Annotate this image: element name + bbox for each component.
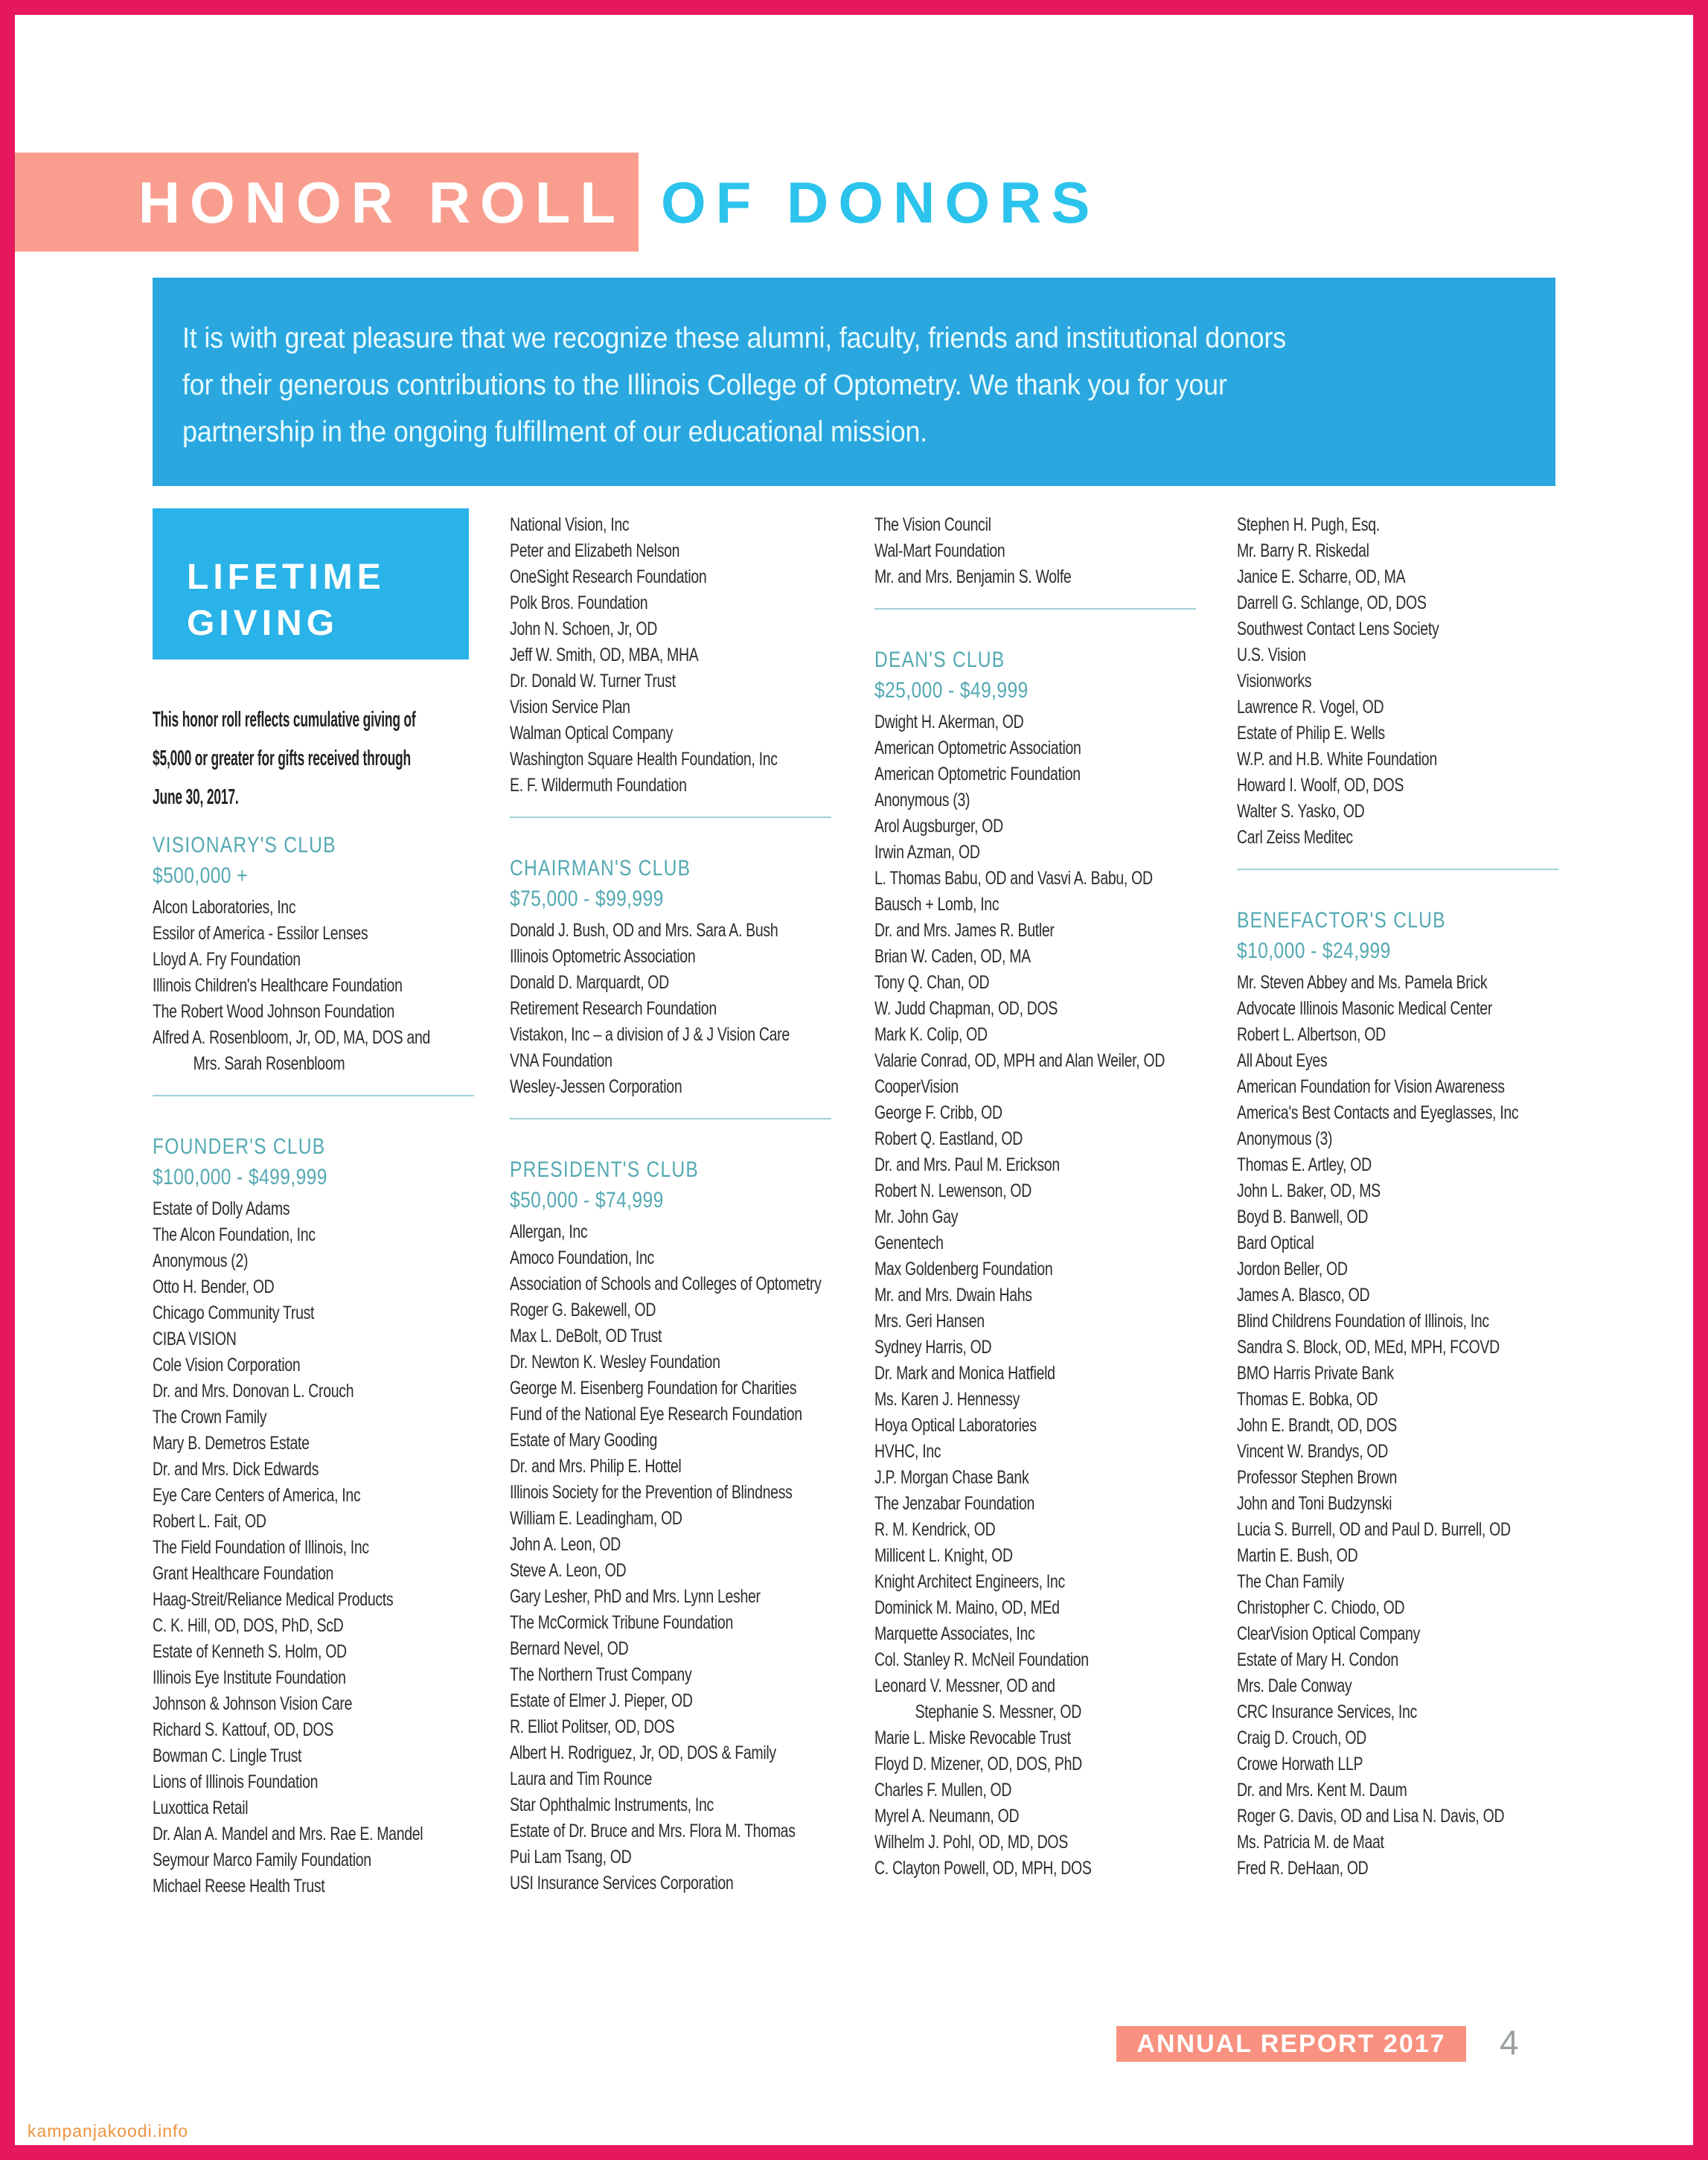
donor-name: C. Clayton Powell, OD, MPH, DOS (874, 1858, 1092, 1879)
intro-text-line: for their generous contributions to the Illinois College of Optometry. We thank you for your (182, 369, 1227, 401)
donor-name: American Optometric Foundation (874, 764, 1081, 785)
section-title: PRESIDENT'S CLUB (510, 1157, 700, 1182)
donor-name: Dominick M. Maino, OD, MEd (874, 1597, 1060, 1618)
donor-name: The Alcon Foundation, Inc (153, 1224, 316, 1245)
donor-name: Genentech (874, 1233, 944, 1253)
donor-name: Thomas E. Bobka, OD (1237, 1389, 1378, 1410)
section-giving-range: $25,000 - $49,999 (874, 678, 1029, 703)
page-title-secondary: OF DONORS (661, 169, 1100, 235)
donor-name: L. Thomas Babu, OD and Vasvi A. Babu, OD (874, 868, 1153, 889)
donor-name: Essilor of America - Essilor Lenses (153, 923, 368, 944)
section-title: CHAIRMAN'S CLUB (510, 856, 691, 881)
donor-name: HVHC, Inc (874, 1441, 941, 1462)
intro-text-line: It is with great pleasure that we recognize these alumni, faculty, friends and institutional donors (182, 322, 1286, 354)
donor-name: Laura and Tim Rounce (510, 1768, 653, 1789)
donor-name: Walter S. Yasko, OD (1237, 801, 1365, 822)
donor-name: Mr. and Mrs. Dwain Hahs (874, 1285, 1032, 1306)
section-divider (510, 1118, 831, 1119)
donor-name: Mrs. Dale Conway (1237, 1675, 1352, 1696)
donor-name: Association of Schools and Colleges of Optometry (510, 1274, 822, 1294)
donor-name: Washington Square Health Foundation, Inc (510, 749, 778, 770)
donor-name: Haag-Streit/Reliance Medical Products (153, 1589, 394, 1610)
section-giving-range: $75,000 - $99,999 (510, 886, 664, 911)
page-header (15, 153, 1099, 252)
title-highlight-block (15, 153, 639, 252)
page-number: 4 (1500, 2023, 1519, 2062)
donor-name: Illinois Optometric Association (510, 946, 696, 967)
donor-name: Marie L. Miske Revocable Trust (874, 1728, 1071, 1748)
donor-name: Retirement Research Foundation (510, 998, 717, 1019)
donor-name: Marquette Associates, Inc (874, 1623, 1035, 1644)
section-title: FOUNDER'S CLUB (153, 1134, 326, 1159)
donor-name: Mary B. Demetros Estate (153, 1433, 310, 1454)
donor-name: Professor Stephen Brown (1237, 1467, 1398, 1488)
donor-name: Johnson & Johnson Vision Care (153, 1693, 353, 1714)
giving-note-line: This honor roll reflects cumulative giving of (153, 708, 416, 732)
donor-name: Illinois Eye Institute Foundation (153, 1667, 346, 1688)
donor-name: CRC Insurance Services, Inc (1237, 1702, 1417, 1722)
donor-name: Peter and Elizabeth Nelson (510, 540, 680, 561)
donor-name: America's Best Contacts and Eyeglasses, Inc (1237, 1102, 1519, 1123)
donor-name: U.S. Vision (1237, 645, 1306, 665)
donor-name: Advocate Illinois Masonic Medical Center (1237, 998, 1493, 1019)
donor-name: Chicago Community Trust (153, 1303, 315, 1323)
donor-name: BMO Harris Private Bank (1237, 1363, 1394, 1384)
donor-name: John E. Brandt, OD, DOS (1237, 1415, 1397, 1436)
donor-name: Crowe Horwath LLP (1237, 1754, 1363, 1774)
donor-name: Knight Architect Engineers, Inc (874, 1571, 1065, 1592)
donor-name: Albert H. Rodriguez, Jr, OD, DOS & Family (510, 1742, 776, 1763)
donor-name: Robert L. Albertson, OD (1237, 1024, 1386, 1045)
footer-bar (1116, 2026, 1466, 2062)
donor-name: Craig D. Crouch, OD (1237, 1728, 1366, 1748)
donor-name: CIBA VISION (153, 1329, 237, 1349)
donor-name: American Foundation for Vision Awareness (1237, 1076, 1505, 1097)
donor-name: Mr. Steven Abbey and Ms. Pamela Brick (1237, 972, 1488, 993)
donor-name: Janice E. Scharre, OD, MA (1237, 566, 1406, 587)
donor-name: The Northern Trust Company (510, 1664, 692, 1685)
donor-name: Seymour Marco Family Foundation (153, 1850, 371, 1870)
donor-name: All About Eyes (1237, 1050, 1328, 1071)
donor-name: Mrs. Geri Hansen (874, 1311, 985, 1332)
donor-name: Richard S. Kattouf, OD, DOS (153, 1719, 334, 1740)
donor-name: W.P. and H.B. White Foundation (1237, 749, 1437, 770)
section-title: VISIONARY'S CLUB (153, 833, 336, 857)
donor-name: Vistakon, Inc – a division of J & J Vision Care (510, 1024, 790, 1045)
donor-column-3 (874, 512, 1218, 1882)
donor-name: John A. Leon, OD (510, 1534, 621, 1555)
giving-note-line: June 30, 2017. (153, 785, 239, 809)
donor-name: Mr. and Mrs. Benjamin S. Wolfe (874, 566, 1072, 587)
section-divider (1237, 869, 1558, 870)
donor-name: George F. Cribb, OD (874, 1102, 1002, 1123)
donor-name: Polk Bros. Foundation (510, 592, 648, 613)
donor-name: Michael Reese Health Trust (153, 1876, 325, 1897)
donor-name: The Robert Wood Johnson Foundation (153, 1001, 395, 1022)
donor-name: Anonymous (3) (874, 790, 970, 811)
donor-name: Howard I. Woolf, OD, DOS (1237, 775, 1404, 796)
donor-name: Estate of Dr. Bruce and Mrs. Flora M. Thomas (510, 1821, 796, 1841)
donor-column-2 (510, 512, 854, 1897)
donor-name: Star Ophthalmic Instruments, Inc (510, 1795, 714, 1815)
donor-name: Leonard V. Messner, OD and (874, 1675, 1055, 1696)
section-giving-range: $50,000 - $74,999 (510, 1188, 664, 1212)
section-title: BENEFACTOR'S CLUB (1237, 908, 1446, 933)
lifetime-giving-box (153, 508, 469, 659)
donor-name: Boyd B. Banwell, OD (1237, 1207, 1369, 1227)
donor-name: Robert Q. Eastland, OD (874, 1128, 1023, 1149)
donor-name: The Chan Family (1237, 1571, 1344, 1592)
donor-name: Estate of Mary Gooding (510, 1430, 657, 1451)
donor-name: Dwight H. Akerman, OD (874, 712, 1024, 732)
donor-name: Walman Optical Company (510, 723, 673, 744)
donor-name: American Optometric Association (874, 738, 1081, 758)
donor-name: Brian W. Caden, OD, MA (874, 946, 1031, 967)
donor-name: Anonymous (2) (153, 1250, 249, 1271)
donor-name: Roger G. Davis, OD and Lisa N. Davis, OD (1237, 1806, 1505, 1827)
donor-name: Sydney Harris, OD (874, 1337, 992, 1358)
donor-name: Irwin Azman, OD (874, 842, 980, 863)
donor-name: Lions of Illinois Foundation (153, 1771, 319, 1792)
donor-name: Dr. Newton K. Wesley Foundation (510, 1352, 720, 1373)
donor-name: Donald D. Marquardt, OD (510, 972, 669, 993)
donor-name: Millicent L. Knight, OD (874, 1545, 1013, 1566)
donor-name: Col. Stanley R. McNeil Foundation (874, 1649, 1089, 1670)
donor-name: Robert N. Lewenson, OD (874, 1180, 1031, 1201)
donor-name: Fund of the National Eye Research Foundation (510, 1404, 802, 1425)
donor-name: William E. Leadingham, OD (510, 1508, 682, 1529)
donor-name: Illinois Children's Healthcare Foundation (153, 975, 403, 996)
donor-name: Fred R. DeHaan, OD (1237, 1858, 1369, 1879)
section-divider (510, 817, 831, 818)
donor-name: Alcon Laboratories, Inc (153, 897, 296, 918)
donor-name: James A. Blasco, OD (1237, 1285, 1370, 1306)
donor-name: Steve A. Leon, OD (510, 1560, 627, 1581)
donor-name: Christopher C. Chiodo, OD (1237, 1597, 1405, 1618)
donor-column-4 (1237, 512, 1581, 1882)
donor-name: R. M. Kendrick, OD (874, 1519, 996, 1540)
donor-name: National Vision, Inc (510, 514, 630, 535)
donor-name: Floyd D. Mizener, OD, DOS, PhD (874, 1754, 1082, 1774)
donor-name: Dr. and Mrs. Paul M. Erickson (874, 1154, 1060, 1175)
donor-name: J.P. Morgan Chase Bank (874, 1467, 1029, 1488)
page-title-primary: HONOR ROLL (138, 169, 625, 235)
donor-name: Donald J. Bush, OD and Mrs. Sara A. Bush (510, 920, 778, 941)
donor-name: Jordon Beller, OD (1237, 1259, 1348, 1279)
watermark-text: kampanjakoodi.info (28, 2121, 189, 2141)
footer-label: ANNUAL REPORT 2017 (1136, 2029, 1446, 2058)
donor-name: USI Insurance Services Corporation (510, 1873, 734, 1894)
donor-name: Wal-Mart Foundation (874, 540, 1005, 561)
donor-name: Estate of Mary H. Condon (1237, 1649, 1398, 1670)
donor-name: Dr. Mark and Monica Hatfield (874, 1363, 1055, 1384)
donor-name: The Crown Family (153, 1407, 267, 1428)
donor-name: Max L. DeBolt, OD Trust (510, 1326, 662, 1346)
donor-name: Mrs. Sarah Rosenbloom (193, 1053, 345, 1074)
donor-name: Carl Zeiss Meditec (1237, 827, 1353, 848)
donor-name: John and Toni Budzynski (1237, 1493, 1392, 1514)
donor-name: Lucia S. Burrell, OD and Paul D. Burrell, OD (1237, 1519, 1511, 1540)
donor-name: Hoya Optical Laboratories (874, 1415, 1037, 1436)
donor-name: Visionworks (1237, 671, 1312, 691)
donor-name: Estate of Elmer J. Pieper, OD (510, 1690, 693, 1711)
donor-name: Jeff W. Smith, OD, MBA, MHA (510, 645, 699, 665)
donor-name: Mark K. Colip, OD (874, 1024, 988, 1045)
section-giving-range: $500,000 + (153, 863, 248, 888)
intro-text-line: partnership in the ongoing fulfillment of our educational mission. (182, 416, 928, 448)
donor-name: Wesley-Jessen Corporation (510, 1076, 682, 1097)
donor-name: Eye Care Centers of America, Inc (153, 1485, 361, 1506)
donor-name: Robert L. Fait, OD (153, 1511, 266, 1532)
intro-box (153, 278, 1555, 486)
donor-name: Dr. Alan A. Mandel and Mrs. Rae E. Mandel (153, 1824, 423, 1844)
donor-name: OneSight Research Foundation (510, 566, 707, 587)
donor-name: Arol Augsburger, OD (874, 816, 1003, 837)
donor-name: Dr. and Mrs. Donovan L. Crouch (153, 1381, 354, 1402)
donor-name: Martin E. Bush, OD (1237, 1545, 1358, 1566)
donor-name: John N. Schoen, Jr, OD (510, 619, 657, 639)
donor-name: Dr. and Mrs. James R. Butler (874, 920, 1055, 941)
lifetime-giving-title-line2: GIVING (187, 604, 339, 643)
donor-name: Mr. Barry R. Riskedal (1237, 540, 1369, 561)
section-divider (153, 1095, 474, 1096)
donor-name: Myrel A. Neumann, OD (874, 1806, 1020, 1827)
donor-name: Mr. John Gay (874, 1207, 959, 1227)
donor-name: Allergan, Inc (510, 1221, 588, 1242)
lifetime-giving-title-line1: LIFETIME (187, 557, 386, 597)
donor-name: Ms. Karen J. Hennessy (874, 1389, 1020, 1410)
donor-name: Southwest Contact Lens Society (1237, 619, 1439, 639)
donor-name: Luxottica Retail (153, 1798, 249, 1818)
donor-name: ClearVision Optical Company (1237, 1623, 1420, 1644)
donor-name: John L. Baker, OD, MS (1237, 1180, 1381, 1201)
donor-name: Amoco Foundation, Inc (510, 1247, 654, 1268)
donor-name: Blind Childrens Foundation of Illinois, Inc (1237, 1311, 1489, 1332)
donor-name: Pui Lam Tsang, OD (510, 1847, 632, 1867)
donor-name: Cole Vision Corporation (153, 1355, 301, 1375)
donor-name: Bard Optical (1237, 1233, 1314, 1253)
donor-name: Anonymous (3) (1237, 1128, 1333, 1149)
donor-name: Grant Healthcare Foundation (153, 1563, 334, 1584)
donor-name: C. K. Hill, OD, DOS, PhD, ScD (153, 1615, 344, 1636)
donor-name: Bausch + Lomb, Inc (874, 894, 999, 915)
section-giving-range: $100,000 - $499,999 (153, 1165, 327, 1189)
donor-name: Dr. Donald W. Turner Trust (510, 671, 676, 691)
donor-name: Dr. and Mrs. Dick Edwards (153, 1459, 319, 1480)
donor-name: Lloyd A. Fry Foundation (153, 949, 301, 970)
donor-name: W. Judd Chapman, OD, DOS (874, 998, 1058, 1019)
donor-name: Roger G. Bakewell, OD (510, 1300, 656, 1320)
donor-name: Estate of Dolly Adams (153, 1198, 290, 1219)
donor-name: CooperVision (874, 1076, 959, 1097)
donor-name: Lawrence R. Vogel, OD (1237, 697, 1384, 718)
donor-name: VNA Foundation (510, 1050, 612, 1071)
donor-name: Otto H. Bender, OD (153, 1276, 275, 1297)
section-title: DEAN'S CLUB (874, 648, 1005, 672)
donor-name: Estate of Philip E. Wells (1237, 723, 1385, 744)
donor-name: R. Elliot Politser, OD, DOS (510, 1716, 675, 1737)
donor-name: The McCormick Tribune Foundation (510, 1612, 733, 1633)
donor-name: George M. Eisenberg Foundation for Charities (510, 1378, 797, 1399)
donor-name: Vincent W. Brandys, OD (1237, 1441, 1389, 1462)
donor-name: Alfred A. Rosenbloom, Jr, OD, MA, DOS and (153, 1027, 431, 1048)
section-divider (874, 608, 1196, 610)
donor-name: Dr. and Mrs. Philip E. Hottel (510, 1456, 682, 1477)
donor-name: Vision Service Plan (510, 697, 630, 718)
donor-name: Bowman C. Lingle Trust (153, 1745, 302, 1766)
donor-name: Valarie Conrad, OD, MPH and Alan Weiler, OD (874, 1050, 1165, 1071)
donor-name: E. F. Wildermuth Foundation (510, 775, 687, 796)
donor-name: The Jenzabar Foundation (874, 1493, 1035, 1514)
donor-name: Bernard Nevel, OD (510, 1638, 629, 1659)
donor-name: The Vision Council (874, 514, 991, 535)
donor-name: Illinois Society for the Prevention of Blindness (510, 1482, 793, 1503)
giving-note-line: $5,000 or greater for gifts received through (153, 747, 411, 770)
donor-name: Max Goldenberg Foundation (874, 1259, 1053, 1279)
donor-name: Dr. and Mrs. Kent M. Daum (1237, 1780, 1407, 1800)
donor-name: Stephanie S. Messner, OD (915, 1702, 1081, 1722)
donor-column-1 (153, 831, 496, 1899)
donor-name: Charles F. Mullen, OD (874, 1780, 1012, 1800)
donor-name: Gary Lesher, PhD and Mrs. Lynn Lesher (510, 1586, 761, 1607)
donor-name: Stephen H. Pugh, Esq. (1237, 514, 1380, 535)
donor-name: Wilhelm J. Pohl, OD, MD, DOS (874, 1832, 1068, 1853)
donor-name: Estate of Kenneth S. Holm, OD (153, 1641, 347, 1662)
section-giving-range: $10,000 - $24,999 (1237, 939, 1391, 963)
donor-name: The Field Foundation of Illinois, Inc (153, 1537, 369, 1558)
donor-name: Thomas E. Artley, OD (1237, 1154, 1372, 1175)
donor-name: Ms. Patricia M. de Maat (1237, 1832, 1384, 1853)
giving-note (153, 700, 502, 817)
donor-name: Darrell G. Schlange, OD, DOS (1237, 592, 1427, 613)
donor-name: Sandra S. Block, OD, MEd, MPH, FCOVD (1237, 1337, 1500, 1358)
donor-name: Tony Q. Chan, OD (874, 972, 990, 993)
